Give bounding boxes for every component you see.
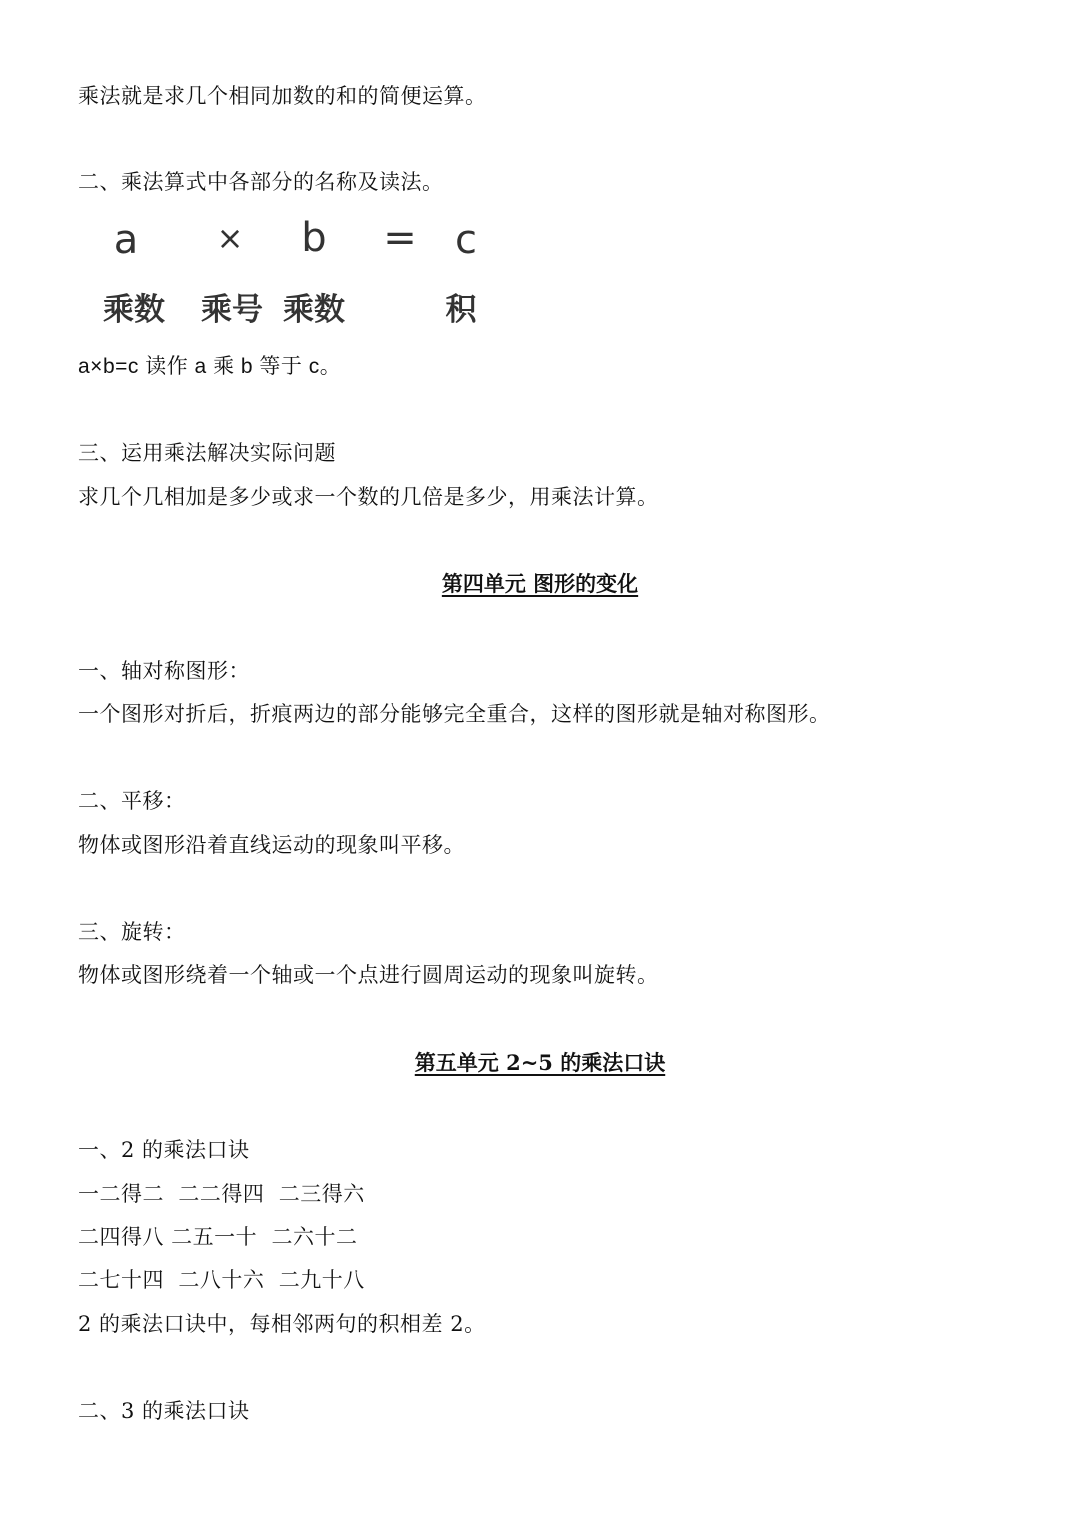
text-line-formula-reading: a×b=c 读作 a 乘 b 等于 c。 (78, 355, 342, 378)
section-heading-axis-symmetry: 一、轴对称图形： (78, 659, 250, 683)
rhyme-line-2: 二四得八 二五一十 二六十二 (78, 1225, 358, 1249)
formula-symbol-a: a (113, 217, 139, 263)
formula-symbol-times: × (216, 219, 244, 257)
text-line-real-problems: 求几个几相加是多少或求一个数的几倍是多少，用乘法计算。 (78, 485, 659, 509)
section-heading-table-of-2: 一、2 的乘法口诀 (78, 1138, 250, 1162)
unit-5-heading (0, 1049, 1080, 1077)
unit-5-heading-text: 第五单元 2~5 的乘法口诀 (414, 1050, 666, 1075)
formula-label-times-sign: 乘号 (201, 292, 263, 328)
text-line-axis-symmetry: 一个图形对折后，折痕两边的部分能够完全重合，这样的图形就是轴对称图形。 (78, 702, 831, 726)
text-line-rotation: 物体或图形绕着一个轴或一个点进行圆周运动的现象叫旋转。 (78, 963, 659, 987)
formula-symbol-c: c (455, 217, 477, 263)
rhyme-line-3: 二七十四 二八十六 二九十八 (78, 1268, 365, 1292)
text-line-translation: 物体或图形沿着直线运动的现象叫平移。 (78, 833, 465, 857)
section-heading-rotation: 三、旋转： (78, 920, 186, 944)
section-heading-table-of-3: 二、3 的乘法口诀 (78, 1399, 250, 1423)
unit-4-heading-text: 第四单元 图形的变化 (441, 571, 639, 596)
text-line-multiplication-definition: 乘法就是求几个相同加数的和的简便运算。 (78, 84, 487, 108)
section-heading-translation: 二、平移： (78, 789, 186, 813)
formula-symbol-equals: = (383, 215, 417, 261)
formula-label-product: 积 (445, 292, 477, 328)
rhyme-line-1: 一二得二 二二得四 二三得六 (78, 1182, 365, 1206)
text-line-table-of-2-note: 2 的乘法口诀中，每相邻两句的积相差 2。 (78, 1312, 486, 1336)
section-heading-real-problems: 三、运用乘法解决实际问题 (78, 441, 336, 465)
formula-label-factor-1: 乘数 (103, 292, 165, 328)
formula-symbol-b: b (301, 215, 327, 261)
unit-4-heading (0, 570, 1080, 598)
section-heading-parts-names: 二、乘法算式中各部分的名称及读法。 (78, 170, 444, 194)
formula-label-factor-2: 乘数 (283, 292, 345, 328)
